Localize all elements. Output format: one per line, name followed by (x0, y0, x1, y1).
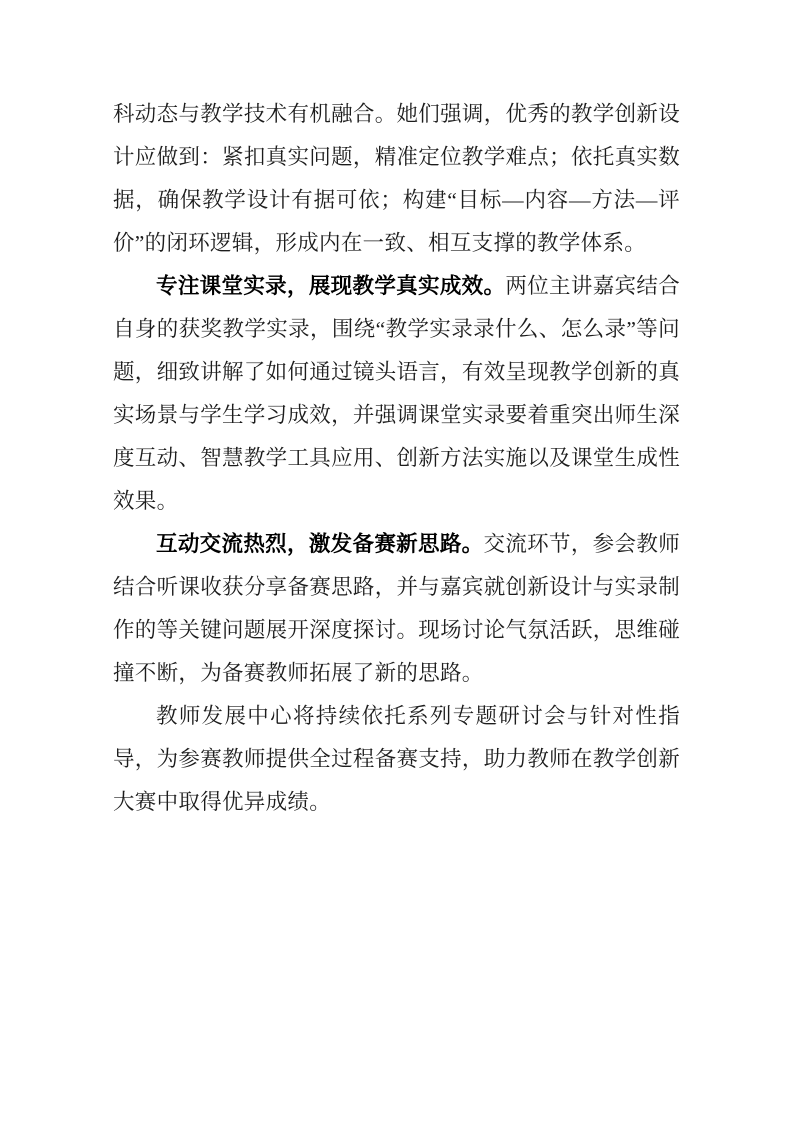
paragraph-closing (113, 695, 680, 824)
paragraph-classroom-recording (113, 265, 680, 523)
paragraph-body: 两位主讲嘉宾结合自身的获奖教学实录，围绕“教学实录录什么、怎么录”等问题，细致讲解了如何通过镜头语言，有效呈现教学创新的真实场景与学生学习成效，并强调课堂实录要着重突出师生深度互动、智慧教学工具应用、创新方法实施以及课堂生成性效果。 (113, 274, 680, 513)
paragraph-body: 教师发展中心将持续依托系列专题研讨会与针对性指导，为参赛教师提供全过程备赛支持，助力教师在教学创新大赛中取得优异成绩。 (113, 704, 680, 814)
paragraph-continuation (113, 93, 680, 265)
document-body-text (113, 93, 680, 824)
paragraph-body: 交流环节，参会教师结合听课收获分享备赛思路，并与嘉宾就创新设计与实录制作的等关键问题展开深度探讨。现场讨论气氛活跃，思维碰撞不断，为备赛教师拓展了新的思路。 (113, 532, 680, 685)
paragraph-interactive-exchange (113, 523, 680, 695)
paragraph-lead: 互动交流热烈，激发备赛新思路。 (156, 532, 484, 556)
paragraph-lead: 专注课堂实录，展现教学真实成效。 (156, 274, 506, 298)
paragraph-body: 科动态与教学技术有机融合。她们强调，优秀的教学创新设计应做到：紧扣真实问题，精准定位教学难点；依托真实数据，确保教学设计有据可依；构建“目标—内容—方法—评价”的闭环逻辑，形成内在一致、相互支撑的教学体系。 (113, 102, 680, 255)
